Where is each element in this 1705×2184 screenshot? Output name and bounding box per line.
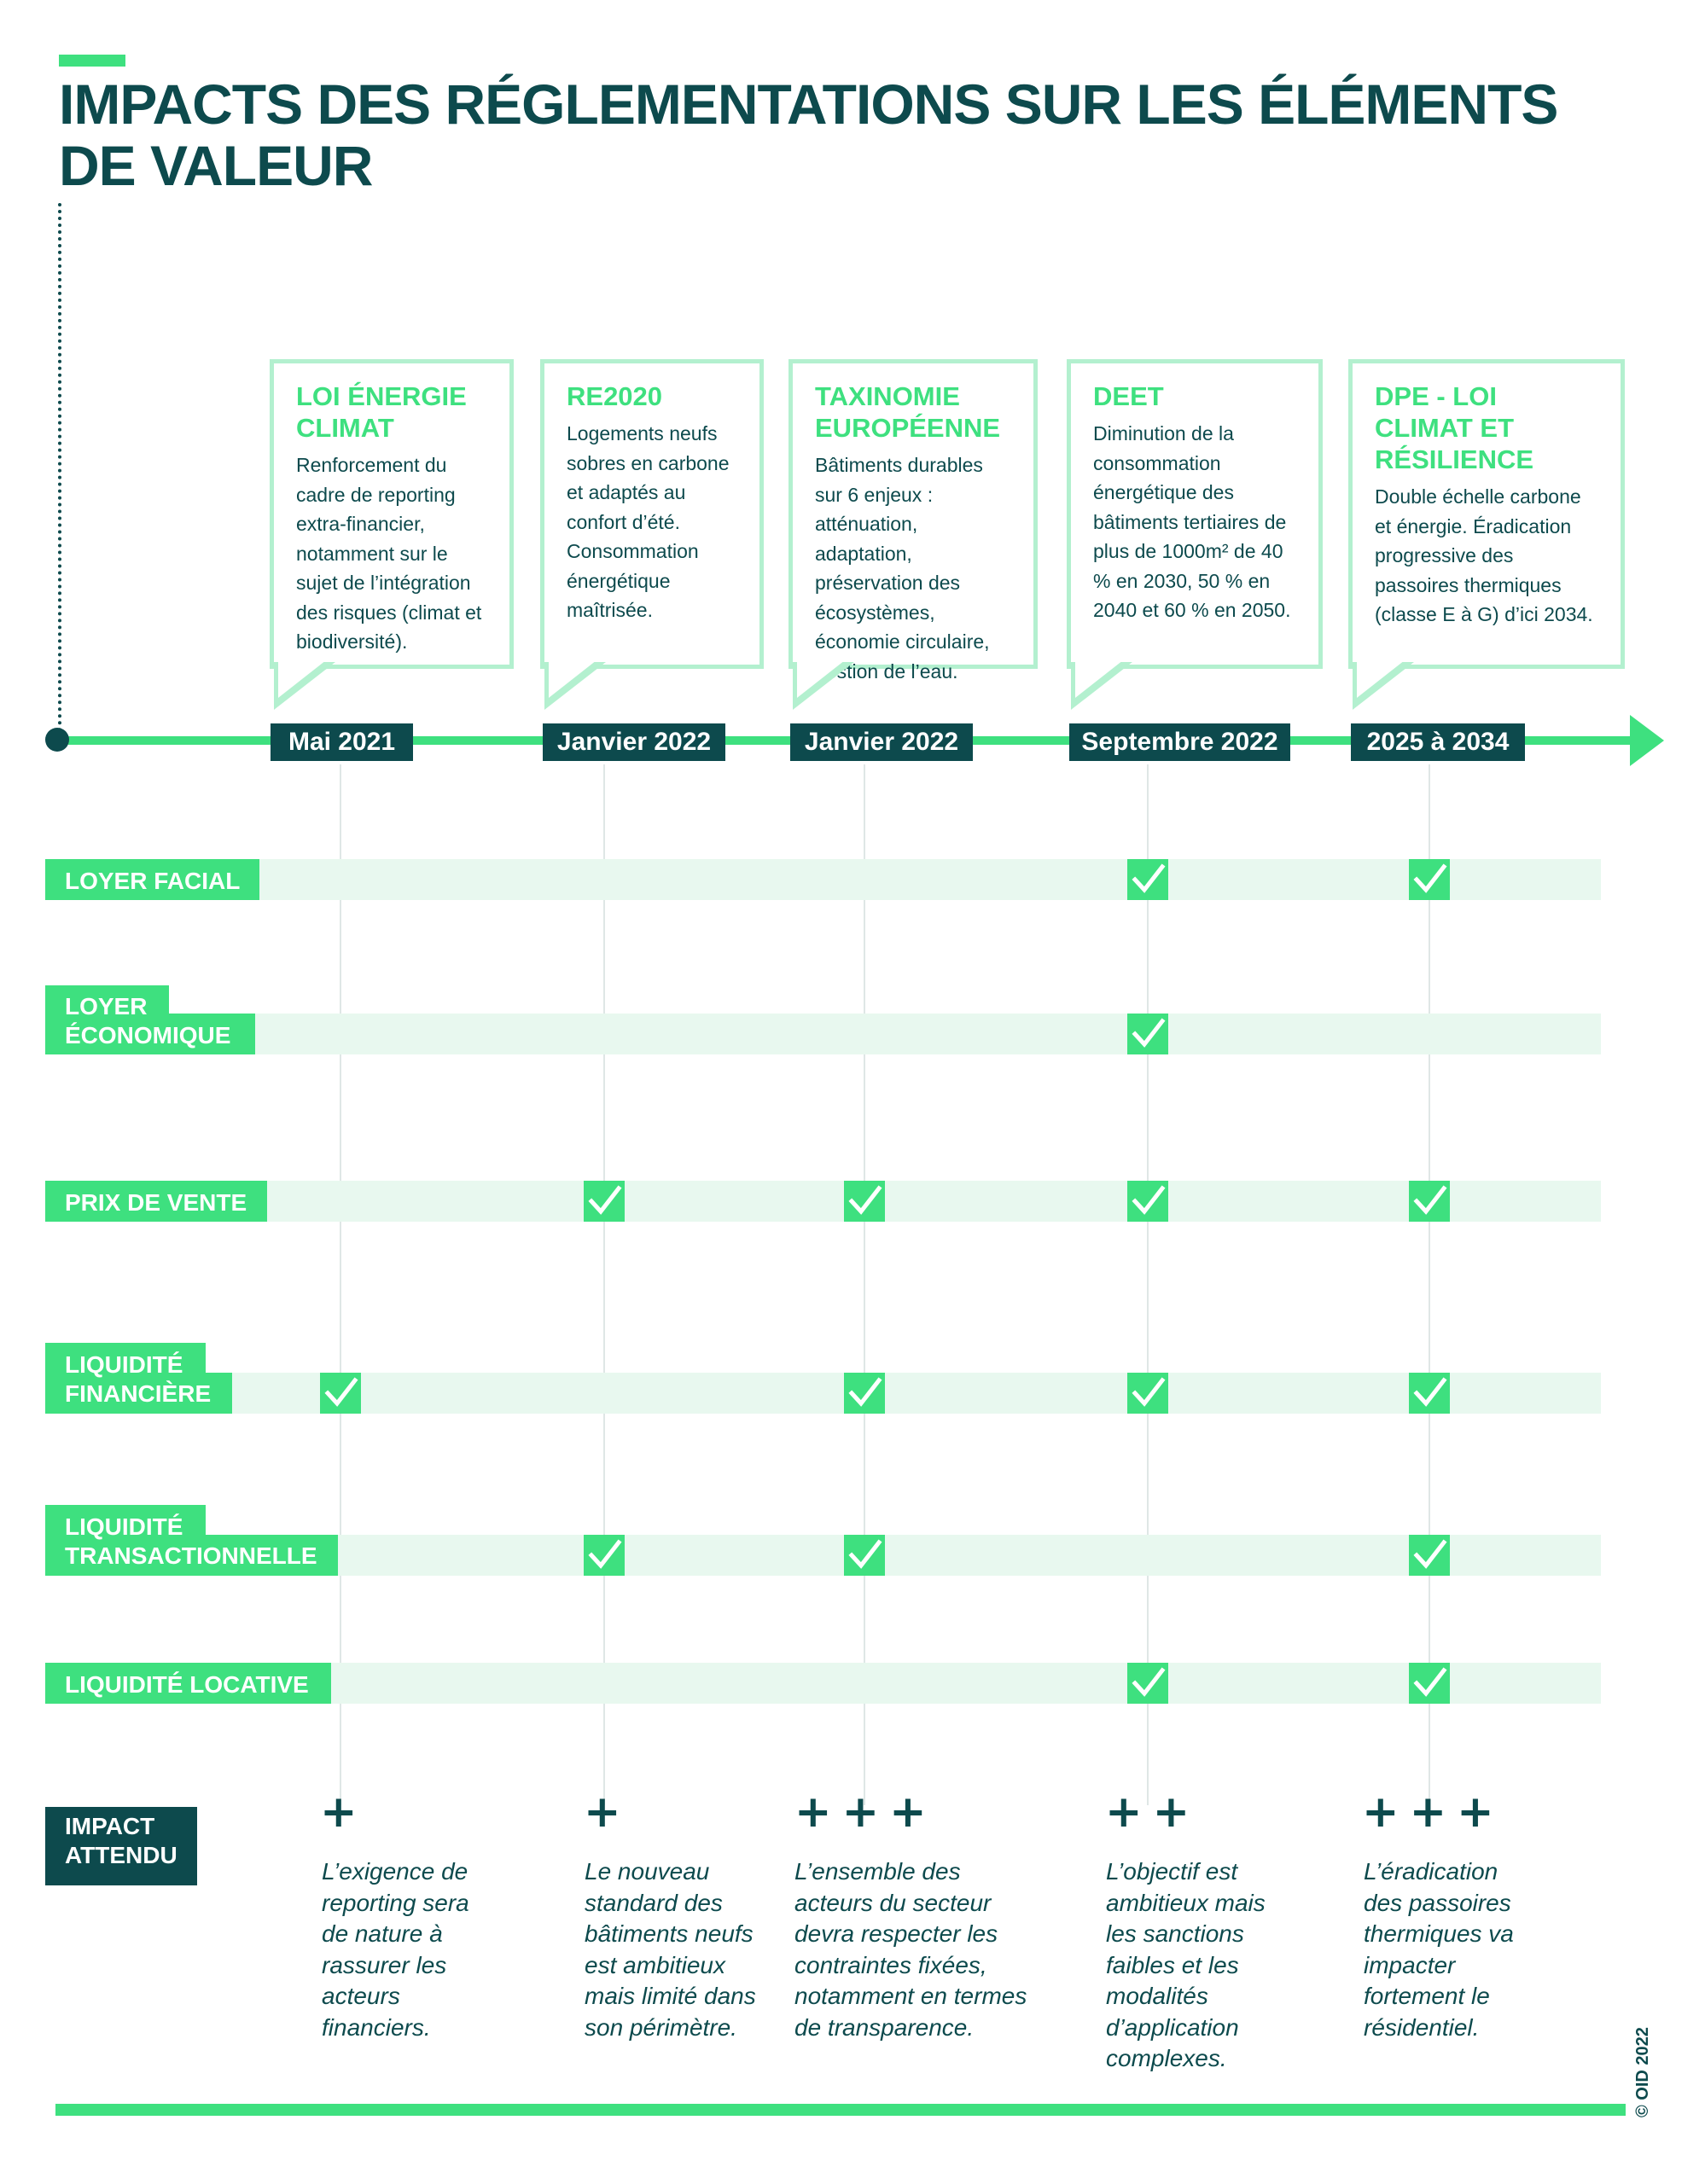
- callout-title: RE2020: [567, 381, 663, 411]
- impact-level: ++: [1105, 1786, 1201, 1838]
- row-band-prix-de-vente: [45, 1181, 1601, 1222]
- impact-level: +: [584, 1786, 631, 1838]
- callout-loi-energie-climat: [270, 359, 514, 669]
- check-icon: [1409, 1373, 1450, 1414]
- row-label: PRIX DE VENTE: [65, 1189, 247, 1216]
- check-icon: [584, 1535, 625, 1576]
- impact-note: L’exigence de reporting sera de nature à rassurer les acteurs financiers.: [322, 1858, 469, 2041]
- bottom-accent-bar: [55, 2104, 1626, 2116]
- check-icon: [1409, 1663, 1450, 1704]
- impact-note: L’objectif est ambitieux mais les sanctions faibles et les modalités d’application complexes.: [1106, 1858, 1266, 2071]
- row-band-liquidite-financiere: [45, 1373, 1601, 1414]
- impact-note: L’ensemble des acteurs du secteur devra respecter les contraintes fixées, notamment en termes de transparence.: [794, 1858, 1027, 2041]
- check-icon: [1409, 859, 1450, 900]
- row-band-loyer-economique: [45, 1014, 1601, 1054]
- timeline-start-dot: [45, 728, 69, 752]
- copyright: © OID 2022: [1633, 2027, 1652, 2117]
- row-label: LIQUIDITÉ FINANCIÈRE: [65, 1351, 212, 1407]
- dotted-connector: [58, 203, 61, 739]
- callout-tail-inner: [1075, 660, 1123, 698]
- check-icon: [320, 1373, 361, 1414]
- callout-title: TAXINOMIE EUROPÉENNE: [815, 381, 1001, 443]
- column-guide: [1147, 764, 1149, 1805]
- callout-tail-inner: [797, 660, 845, 698]
- callout-description: Renforcement du cadre de reporting extra-financier, notamment sur le sujet de l’intégration des risques (climat et biodiversité).: [296, 454, 482, 653]
- callout-title: LOI ÉNERGIE CLIMAT: [296, 381, 467, 443]
- check-icon: [1127, 1181, 1168, 1222]
- page-title: IMPACTS DES RÉGLEMENTATIONS SUR LES ÉLÉMENTS DE VALEUR: [59, 73, 1558, 197]
- callout-description: Diminution de la consommation énergétique des bâtiments tertiaires de plus de 1000m² de 40 % en 2030, 50 % en 2040 et 60 % en 2050.: [1093, 422, 1291, 621]
- check-icon: [1409, 1181, 1450, 1222]
- row-band-loyer-facial: [45, 859, 1601, 900]
- column-guide: [1429, 764, 1430, 1805]
- date-badge: Septembre 2022: [1069, 723, 1290, 761]
- callout-title: DPE - LOI CLIMAT ET RÉSILIENCE: [1375, 381, 1534, 474]
- impact-label: IMPACT ATTENDU: [65, 1813, 177, 1868]
- check-icon: [844, 1535, 885, 1576]
- check-icon: [584, 1181, 625, 1222]
- check-icon: [1409, 1535, 1450, 1576]
- callout-taxinomie-europeenne: [788, 359, 1038, 682]
- callout-deet: [1067, 359, 1323, 669]
- row-label: LOYER FACIAL: [65, 868, 241, 894]
- impact-note: L’éradication des passoires thermiques va impacter fortement le résidentiel.: [1364, 1858, 1514, 2041]
- callout-tail-inner: [549, 660, 596, 698]
- impact-level: +++: [1362, 1786, 1504, 1838]
- impact-level: +++: [794, 1786, 937, 1838]
- callout-tail-inner: [1357, 660, 1405, 698]
- row-label: LIQUIDITÉ TRANSACTIONNELLE: [65, 1513, 317, 1569]
- date-badge: Mai 2021: [271, 723, 413, 761]
- date-badge: Janvier 2022: [543, 723, 725, 761]
- date-badge: 2025 à 2034: [1351, 723, 1525, 761]
- check-icon: [1127, 1373, 1168, 1414]
- impact-note: Le nouveau standard des bâtiments neufs est ambitieux mais limité dans son périmètre.: [585, 1858, 756, 2041]
- check-icon: [844, 1373, 885, 1414]
- callout-description: Logements neufs sobres en carbone et adaptés au confort d’été. Consommation énergétique maîtrisée.: [567, 422, 730, 621]
- row-label: LIQUIDITÉ LOCATIVE: [65, 1671, 309, 1698]
- impact-level: +: [320, 1786, 368, 1838]
- date-badge: Janvier 2022: [790, 723, 973, 761]
- callout-description: Bâtiments durables sur 6 enjeux : atténuation, adaptation, préservation des écosystèmes, économie circulaire, gestion de l’eau.: [815, 454, 990, 682]
- column-guide: [603, 764, 605, 1805]
- check-icon: [1127, 1014, 1168, 1054]
- callout-title: DEET: [1093, 381, 1164, 411]
- column-guide: [864, 764, 865, 1805]
- title-accent-bar: [59, 55, 125, 67]
- check-icon: [1127, 859, 1168, 900]
- check-icon: [844, 1181, 885, 1222]
- callout-dpe-loi-climat: [1348, 359, 1625, 669]
- callout-tail-inner: [278, 660, 326, 698]
- check-icon: [1127, 1663, 1168, 1704]
- row-label: LOYER ÉCONOMIQUE: [65, 993, 231, 1048]
- callout-re2020: [540, 359, 764, 669]
- timeline-arrowhead: [1630, 715, 1664, 766]
- callout-description: Double échelle carbone et énergie. Éradication progressive des passoires thermiques (classe E à G) d’ici 2034.: [1375, 485, 1593, 625]
- column-guide: [340, 764, 341, 1805]
